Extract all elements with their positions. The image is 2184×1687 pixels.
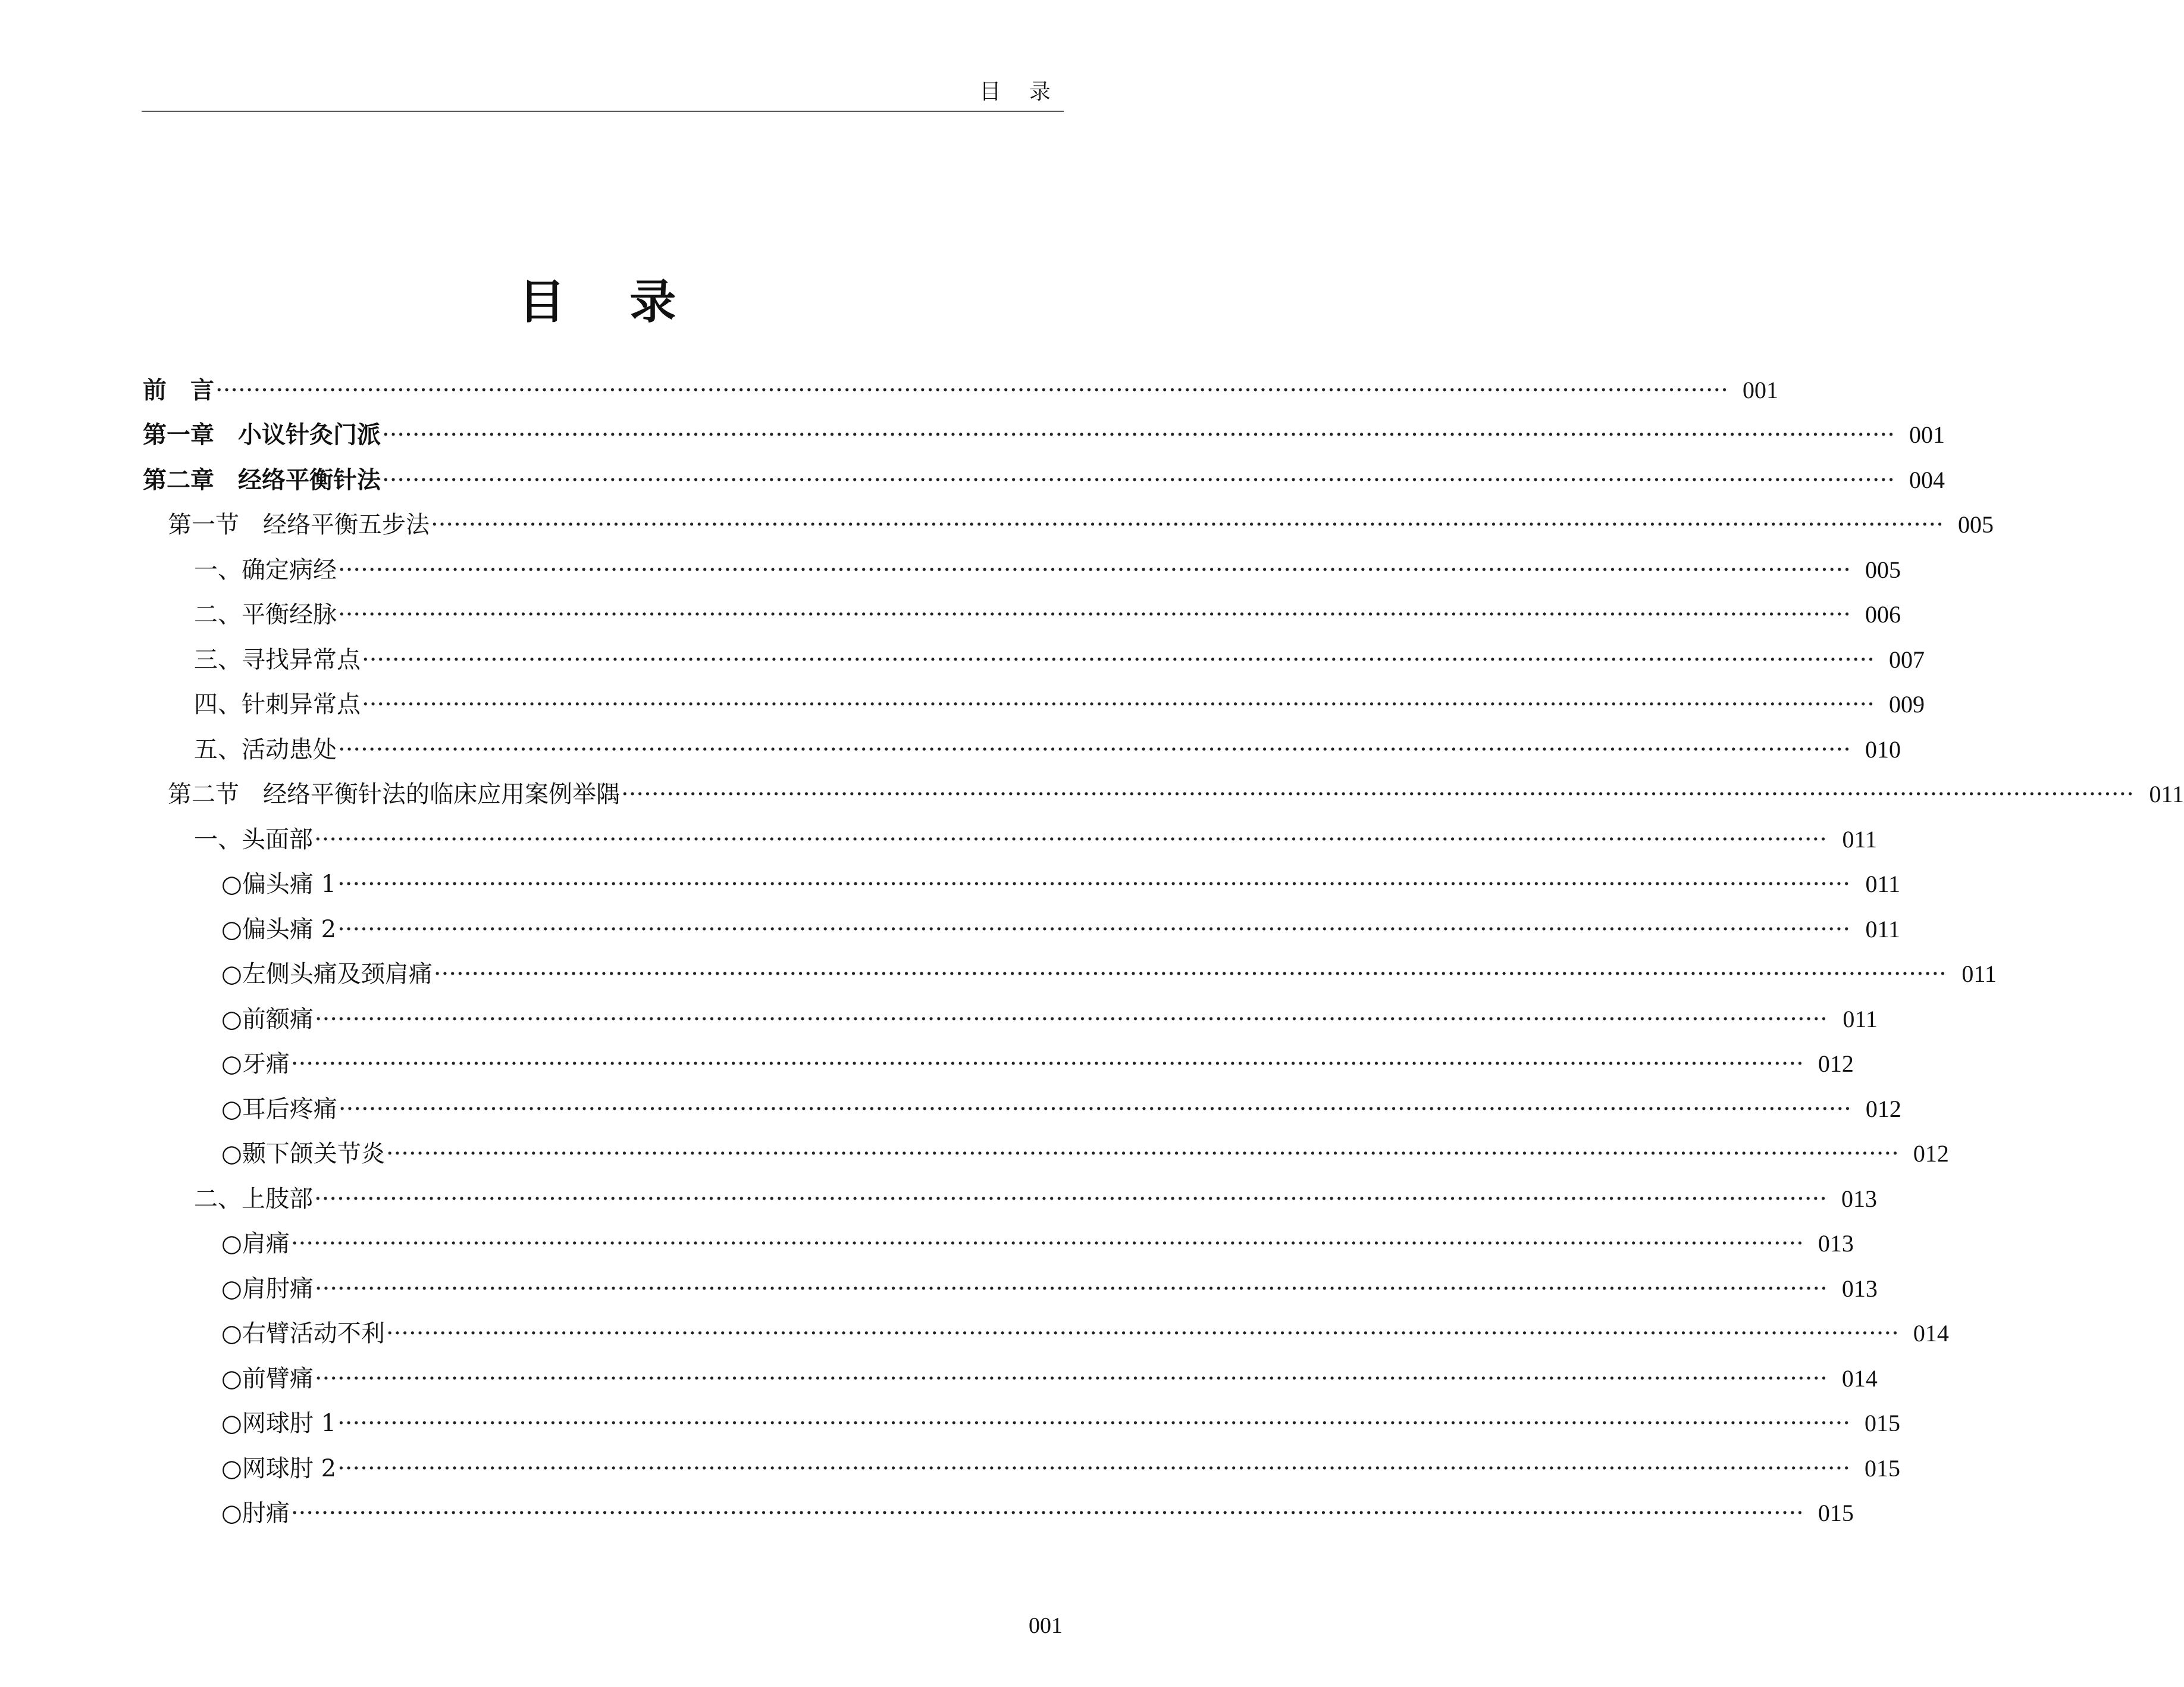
dot-leader: ········································································································································································································ [337, 1454, 1851, 1482]
toc-entry-label: 第二章 经络平衡针法 [143, 466, 381, 494]
table-of-contents [0, 368, 2184, 1536]
toc-entry-label: ○牙痛 [221, 1050, 290, 1078]
toc-entry-label: 第一章 小议针灸门派 [143, 421, 381, 449]
toc-entry-page: 001 [1909, 421, 1945, 449]
toc-entry-label: 第一节 经络平衡五步法 [168, 511, 430, 539]
toc-entry[interactable] [0, 458, 1945, 503]
toc-entry-page: 011 [1961, 960, 1997, 988]
dot-leader: ········································································································································································································ [382, 466, 1895, 494]
toc-entry-page: 009 [1888, 691, 1925, 718]
toc-entry-page: 010 [1865, 735, 1901, 763]
toc-entry[interactable] [0, 1312, 1949, 1357]
dot-leader: ········································································································································································································ [338, 735, 1851, 763]
toc-entry-page: 011 [2149, 781, 2184, 808]
toc-entry-page: 015 [1818, 1500, 1854, 1527]
toc-entry[interactable] [0, 1446, 1901, 1491]
toc-entry-label: 第二节 经络平衡针法的临床应用案例举隅 [168, 781, 620, 809]
toc-entry-page: 012 [1865, 1095, 1901, 1122]
toc-entry-label: 二、平衡经脉 [194, 601, 337, 629]
toc-entry-page: 012 [1818, 1050, 1854, 1078]
toc-entry-label: ○肘痛 [221, 1500, 290, 1528]
toc-entry-page: 015 [1865, 1410, 1901, 1437]
toc-entry-page: 007 [1888, 646, 1925, 673]
dot-leader: ········································································································································································································ [431, 511, 1944, 539]
dot-leader: ········································································································································································································ [314, 1364, 1828, 1392]
dot-leader: ········································································································································································································ [362, 691, 1875, 719]
toc-entry[interactable] [0, 1356, 1878, 1401]
dot-leader: ········································································································································································································ [314, 825, 1827, 853]
dot-leader: ········································································································································································································ [290, 1230, 1804, 1258]
toc-entry-label: 一、确定病经 [194, 556, 337, 584]
dot-leader: ········································································································································································································ [337, 915, 1851, 943]
toc-entry-label: ○右臂活动不利 [221, 1320, 385, 1348]
dot-leader: ········································································································································································································ [290, 1050, 1804, 1078]
toc-entry[interactable] [0, 1401, 1901, 1447]
dot-leader: ········································································································································································································ [382, 421, 1895, 449]
toc-entry[interactable] [0, 772, 2184, 818]
toc-entry-label: ○前臂痛 [221, 1364, 314, 1392]
toc-entry[interactable] [0, 817, 1877, 862]
toc-entry-page: 004 [1909, 466, 1945, 493]
toc-entry[interactable] [0, 547, 1901, 593]
dot-leader: ········································································································································································································ [337, 1410, 1851, 1438]
toc-entry-label: 五、活动患处 [194, 735, 337, 763]
dot-leader: ········································································································································································································ [337, 871, 1851, 899]
toc-entry-label: ○网球肘 2 [221, 1454, 337, 1482]
toc-entry-label: 二、上肢部 [194, 1185, 313, 1213]
toc-entry[interactable] [0, 1266, 1878, 1312]
dot-leader: ········································································································································································································ [386, 1320, 1899, 1348]
toc-entry-label: ○偏头痛 1 [221, 871, 337, 899]
toc-entry[interactable] [0, 1222, 1854, 1267]
toc-entry-page: 012 [1913, 1140, 1949, 1168]
dot-leader: ········································································································································································································ [386, 1140, 1899, 1168]
dot-leader: ········································································································································································································ [362, 646, 1875, 674]
toc-entry[interactable] [0, 997, 1878, 1042]
toc-entry[interactable] [0, 1042, 1854, 1087]
running-head-title: 目 录 [979, 80, 1061, 104]
toc-entry-page: 006 [1865, 601, 1901, 628]
toc-entry-label: 一、头面部 [194, 825, 313, 853]
toc-entry-page: 005 [1865, 556, 1901, 583]
dot-leader: ········································································································································································································ [314, 1005, 1828, 1033]
dot-leader: ········································································································································································································ [338, 601, 1851, 629]
toc-entry-page: 011 [1865, 915, 1901, 943]
dot-leader: ········································································································································································································ [314, 1275, 1828, 1303]
toc-entry[interactable] [0, 1087, 1901, 1132]
toc-entry-label: ○肩肘痛 [221, 1275, 314, 1303]
toc-entry-page: 011 [1865, 871, 1901, 898]
toc-entry[interactable] [0, 368, 1778, 413]
toc-entry-label: 前 言 [143, 376, 214, 404]
toc-entry-label: ○颞下颌关节炎 [221, 1140, 385, 1168]
toc-entry-label: ○前额痛 [221, 1005, 314, 1033]
dot-leader: ········································································································································································································ [433, 960, 1947, 988]
toc-entry[interactable] [0, 413, 1945, 458]
running-head [142, 60, 1064, 112]
toc-entry[interactable] [0, 593, 1901, 638]
page-title: 目 录 [518, 276, 676, 330]
toc-entry[interactable] [0, 1176, 1877, 1222]
toc-entry[interactable] [0, 683, 1925, 728]
toc-entry[interactable] [0, 503, 1994, 548]
toc-entry[interactable] [0, 1132, 1949, 1177]
toc-entry-page: 015 [1865, 1454, 1901, 1482]
toc-entry-page: 011 [1843, 1005, 1878, 1032]
toc-entry-page: 013 [1841, 1185, 1877, 1212]
toc-entry-page: 014 [1913, 1320, 1949, 1347]
toc-entry-label: ○网球肘 1 [221, 1410, 337, 1438]
toc-entry-page: 011 [1842, 825, 1877, 853]
dot-leader: ········································································································································································································ [621, 781, 2134, 809]
toc-entry-label: ○偏头痛 2 [221, 915, 337, 943]
toc-entry-page: 013 [1841, 1275, 1878, 1302]
toc-entry-label: 三、寻找异常点 [194, 646, 361, 674]
toc-entry-page: 013 [1818, 1230, 1854, 1257]
toc-entry[interactable] [0, 727, 1901, 772]
toc-entry-page: 001 [1742, 376, 1778, 403]
toc-entry[interactable] [0, 862, 1901, 907]
dot-leader: ········································································································································································································ [338, 556, 1851, 584]
toc-entry-page: 005 [1957, 511, 1994, 539]
dot-leader: ········································································································································································································ [290, 1500, 1804, 1528]
dot-leader: ········································································································································································································ [215, 376, 1728, 404]
dot-leader: ········································································································································································································ [338, 1095, 1851, 1123]
toc-entry[interactable] [0, 907, 1901, 952]
toc-entry-page: 014 [1841, 1364, 1878, 1392]
toc-entry-label: ○耳后疼痛 [221, 1095, 337, 1123]
page-number: 001 [1029, 1613, 1063, 1638]
dot-leader: ········································································································································································································ [314, 1185, 1827, 1213]
toc-entry[interactable] [0, 637, 1925, 683]
toc-entry-label: ○左侧头痛及颈肩痛 [221, 960, 433, 988]
toc-entry-label: ○肩痛 [221, 1230, 290, 1258]
toc-entry-label: 四、针刺异常点 [194, 691, 361, 719]
toc-entry[interactable] [0, 952, 1997, 997]
toc-entry[interactable] [0, 1491, 1854, 1536]
